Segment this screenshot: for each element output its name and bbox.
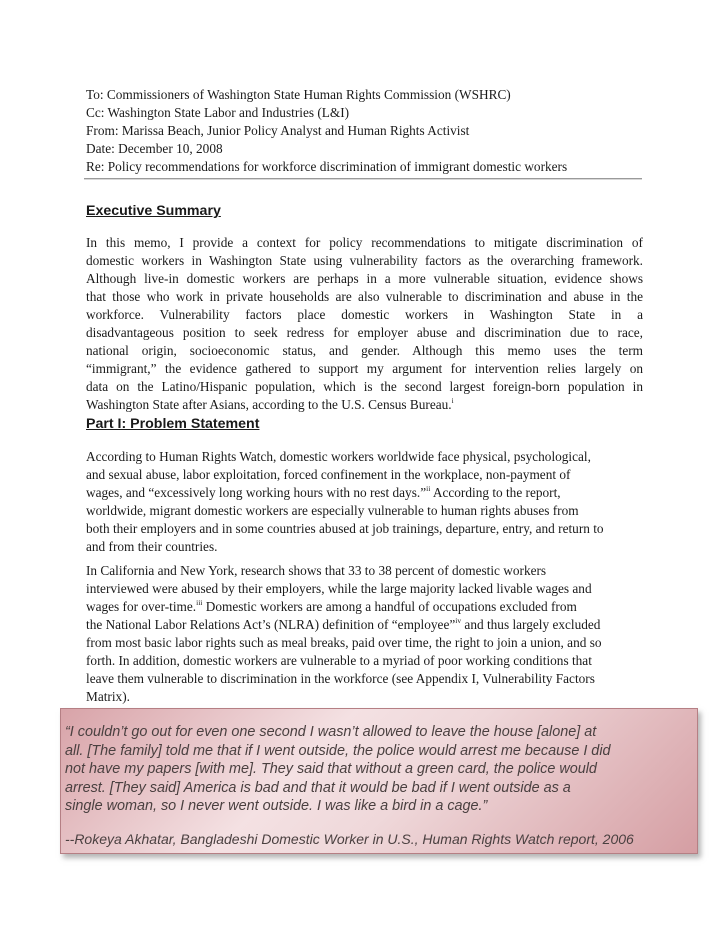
part1-heading: Part I: Problem Statement	[86, 416, 260, 432]
text-line: forth. In addition, domestic workers are vulnerable to a myriad of poor working conditions that	[86, 653, 592, 668]
footnote-marker: ii	[426, 484, 431, 493]
text-segment: wages, and “excessively long working hours with no rest days.”	[86, 485, 427, 500]
text-segment: and thus largely excluded	[461, 617, 601, 632]
text-line: “immigrant,” the evidence gathered to support my argument for intervention relies largely on	[86, 361, 643, 376]
text-segment: According to the report,	[430, 485, 561, 500]
text-line	[86, 598, 643, 616]
executive-summary-paragraph	[86, 234, 643, 414]
text-line	[86, 484, 643, 502]
pull-quote-text	[65, 723, 695, 816]
executive-summary-heading: Executive Summary	[86, 203, 221, 219]
memo-re: Re: Policy recommendations for workforce discrimination of immigrant domestic workers	[86, 159, 568, 174]
text-line: According to Human Rights Watch, domestic workers worldwide face physical, psychological,	[86, 449, 591, 464]
text-segment: the National Labor Relations Act’s (NLRA) definition of “employee”	[86, 617, 456, 632]
text-line: In this memo, I provide a context for policy recommendations to mitigate discrimination of	[86, 235, 643, 250]
text-line: data on the Latino/Hispanic population, which is the second largest foreign-born population in	[86, 379, 643, 394]
text-line: disadvantageous position to seek redress for employer abuse and discrimination due to race,	[86, 325, 643, 340]
text-line: Although live-in domestic workers are perhaps in a more vulnerable situation, evidence shows	[86, 271, 643, 286]
text-line: In California and New York, research shows that 33 to 38 percent of domestic workers	[86, 563, 547, 578]
text-line: national origin, socioeconomic status, and gender. Although this memo uses the term	[86, 343, 643, 358]
quote-line: not have my papers [with me]. They said that without a green card, the police would	[65, 761, 597, 777]
text-line: worldwide, migrant domestic workers are especially vulnerable to human rights abuses from	[86, 503, 579, 518]
text-line: both their employers and in some countries abused at job trainings, departure, entry, and return to	[86, 521, 604, 536]
text-line: Matrix).	[86, 689, 130, 704]
footnote-marker: iii	[196, 598, 203, 607]
memo-date: Date: December 10, 2008	[86, 141, 223, 156]
text-segment: Washington State after Asians, according to the U.S. Census Bureau.	[86, 397, 452, 412]
quote-line: all. [The family] told me that if I went outside, the police would arrest me because I did	[65, 742, 611, 759]
footnote-marker: i	[451, 396, 454, 405]
text-segment: wages for over-time.	[86, 599, 197, 614]
text-line: from most basic labor rights such as meal breaks, paid over time, the right to join a union, and so	[86, 635, 602, 650]
pull-quote-box	[60, 708, 698, 854]
text-line	[86, 396, 643, 414]
text-line: and from their countries.	[86, 539, 218, 554]
memo-header	[86, 86, 646, 176]
text-line: interviewed were abused by their employers, while the large majority lacked livable wages and	[86, 581, 592, 596]
quote-line: “I couldn’t go out for even one second I wasn’t allowed to leave the house [alone] at	[65, 724, 597, 740]
quote-attribution: --Rokeya Akhatar, Bangladeshi Domestic Worker in U.S., Human Rights Watch report, 2006	[65, 831, 634, 847]
text-line: leave them vulnerable to discrimination in the workforce (see Appendix I, Vulnerability Factors	[86, 671, 595, 686]
header-divider	[84, 178, 642, 180]
text-segment: Domestic workers are among a handful of occupations excluded from	[202, 599, 577, 614]
footnote-marker: iv	[455, 616, 462, 625]
text-line: domestic workers in Washington State using vulnerability factors as the overarching framework.	[86, 253, 643, 268]
text-line: workforce. Vulnerability factors place domestic workers in Washington State in a	[86, 307, 643, 322]
text-line	[86, 616, 643, 634]
quote-line: single woman, so I never went outside. I was like a bird in a cage.”	[65, 798, 488, 814]
memo-to: To: Commissioners of Washington State Human Rights Commission (WSHRC)	[86, 87, 511, 102]
part1-paragraph-1	[86, 448, 643, 556]
text-line: that those who work in private households are also vulnerable to discrimination and abuse in the	[86, 289, 643, 304]
memo-cc: Cc: Washington State Labor and Industries (L&I)	[86, 105, 350, 120]
text-line: and sexual abuse, labor exploitation, forced confinement in the workplace, non-payment of	[86, 467, 571, 482]
memo-from: From: Marissa Beach, Junior Policy Analyst and Human Rights Activist	[86, 123, 470, 138]
part1-paragraph-2	[86, 562, 643, 706]
quote-line: arrest. [They said] America is bad and that it would be bad if I went outside as a	[65, 779, 571, 796]
